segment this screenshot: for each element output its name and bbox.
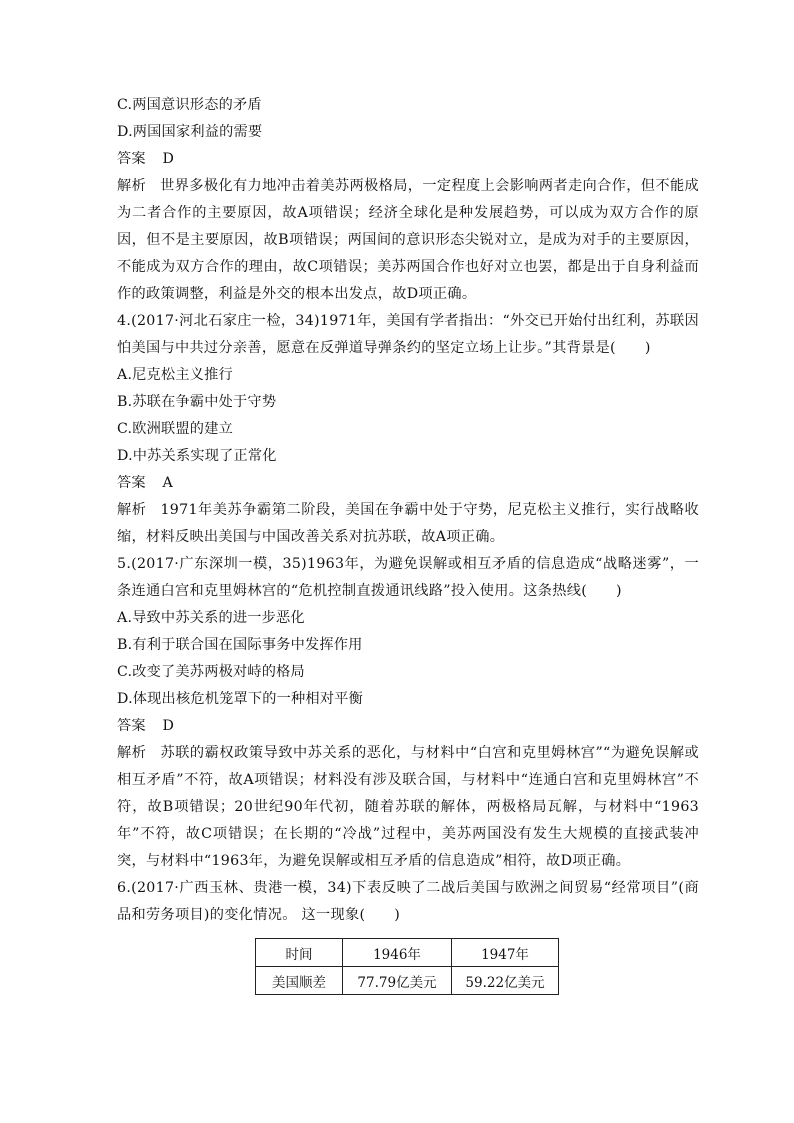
table-cell: 77.79亿美元 <box>343 967 452 995</box>
analysis-text: 1971年美苏争霸第二阶段，美国在争霸中处于守势，尼克松主义推行，实行战略收缩，材料反映出美国与中国改善关系对抗苏联，故A项正确。 <box>117 502 699 545</box>
q6-stem: 6.(2017·广西玉林、贵港一模，34)下表反映了二战后美国与欧洲之间贸易“经常项目”(商品和劳务项目)的变化情况。 这一现象( ) <box>117 880 699 923</box>
trade-table <box>255 938 559 995</box>
q5-option-d: D.体现出核危机笼罩下的一种相对平衡 <box>117 691 363 707</box>
analysis-label: 解析 <box>117 502 147 518</box>
table-row <box>256 967 559 995</box>
q4-answer <box>117 470 699 497</box>
table-cell: 美国顺差 <box>256 967 343 995</box>
answer-label: 答案 <box>117 475 146 491</box>
answer-value: A <box>162 475 173 491</box>
q4-option-b: B.苏联在争霸中处于守势 <box>117 394 277 410</box>
table-header-row <box>256 939 559 967</box>
q3-analysis <box>117 173 699 308</box>
q3-option-d: D.两国国家利益的需要 <box>117 124 263 140</box>
table-header-cell: 1947年 <box>452 939 559 967</box>
q3-option-c: C.两国意识形态的矛盾 <box>117 97 262 113</box>
answer-label: 答案 <box>117 151 146 167</box>
q4-analysis <box>117 497 699 551</box>
table-header-cell: 1946年 <box>343 939 452 967</box>
q4-option-c: C.欧洲联盟的建立 <box>117 421 233 437</box>
table-cell: 59.22亿美元 <box>452 967 559 995</box>
q4-option-a: A.尼克松主义推行 <box>117 367 233 383</box>
analysis-label: 解析 <box>117 745 147 761</box>
q3-answer <box>117 146 699 173</box>
q5-option-c: C.改变了美苏两极对峙的格局 <box>117 664 305 680</box>
q5-answer <box>117 713 699 740</box>
q5-option-b: B.有利于联合国在国际事务中发挥作用 <box>117 637 363 653</box>
q4-stem: 4.(2017·河北石家庄一检，34)1971年，美国有学者指出：“外交已开始付出红利，苏联因怕美国与中共过分亲善，愿意在反弹道导弹条约的坚定立场上让步。”其背景是( ) <box>117 313 699 356</box>
q5-analysis <box>117 740 699 875</box>
analysis-text: 世界多极化有力地冲击着美苏两极格局，一定程度上会影响两者走向合作，但不能成为二者合作的主要原因，故A项错误；经济全球化是种发展趋势，可以成为双方合作的原因，但不是主要原因，故B项错误；两国间的意识形态尖锐对立，是成为对手的主要原因，不能成为双方合作的理由，故C项错误；美苏两国合作也好对立也罢，都是出于自身利益而作的政策调整，利益是外交的根本出发点，故D项正确。 <box>117 178 699 302</box>
table-header-cell: 时间 <box>256 939 343 967</box>
q5-stem: 5.(2017·广东深圳一模，35)1963年，为避免误解或相互矛盾的信息造成“战略迷雾”，一条连通白宫和克里姆林宫的“危机控制直拨通讯线路”投入使用。这条热线( ) <box>117 556 699 599</box>
analysis-text: 苏联的霸权政策导致中苏关系的恶化，与材料中“白宫和克里姆林宫”“为避免误解或相互矛盾”不符，故A项错误；材料没有涉及联合国，与材料中“连通白宫和克里姆林宫”不符，故B项错误；20世纪90年代初，随着苏联的解体，两极格局瓦解，与材料中“1963年”不符，故C项错误；在长期的“冷战”过程中，美苏两国没有发生大规模的直接武装冲突，与材料中“1963年，为避免误解或相互矛盾的信息造成”相符，故D项正确。 <box>117 745 699 869</box>
q4-option-d: D.中苏关系实现了正常化 <box>117 448 277 464</box>
answer-value: D <box>162 718 175 734</box>
answer-label: 答案 <box>117 718 146 734</box>
document-page <box>117 92 699 929</box>
answer-value: D <box>162 151 175 167</box>
analysis-label: 解析 <box>117 178 147 194</box>
q5-option-a: A.导致中苏关系的进一步恶化 <box>117 610 305 626</box>
